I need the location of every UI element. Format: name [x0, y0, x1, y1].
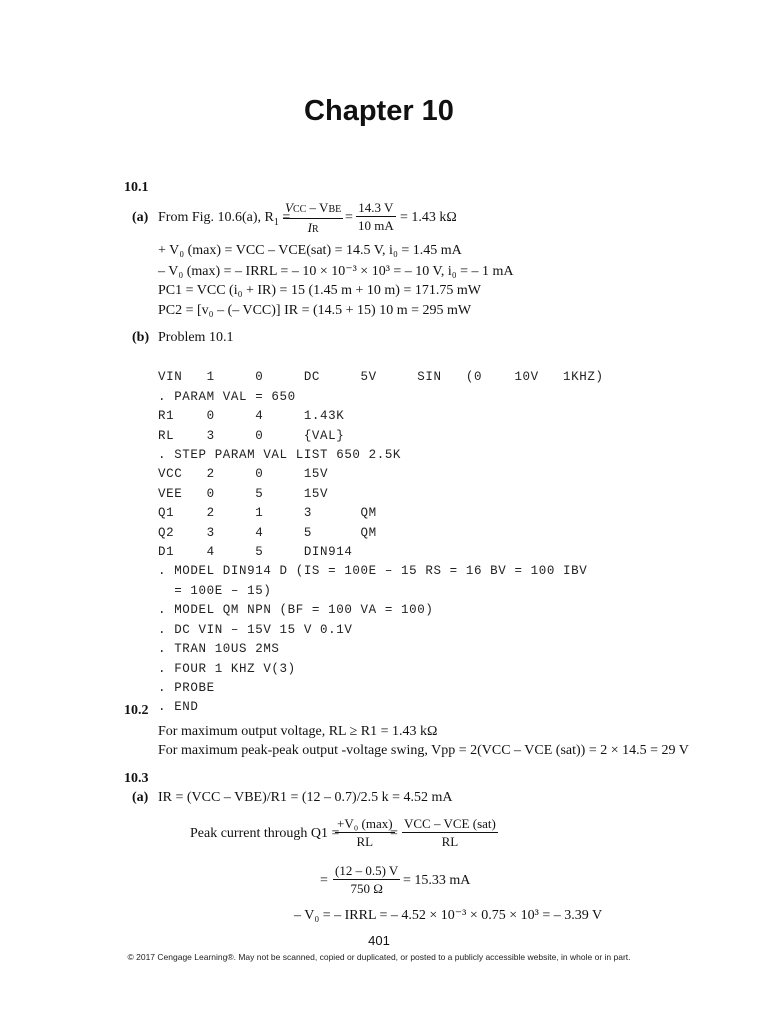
v0-line: – V₀ = – IRRL = – 4.52 × 10⁻³ × 0.75 × 10³ = – 3.39 V — [294, 908, 603, 923]
ir-line: IR = (VCC – VBE)/R1 = (12 – 0.7)/2.5 k = 4.52 mA — [158, 790, 453, 805]
part-b-lead: Problem 10.1 — [158, 330, 234, 345]
part-b-label: (b) — [132, 330, 150, 345]
pc1-line: PC1 = VCC (i₀ + IR) = 15 (1.45 m + 10 m) = 171.75 mW — [158, 283, 481, 298]
netlist-line: . MODEL DIN914 D (IS = 100E – 15 RS = 16 BV = 100 IBV — [158, 564, 588, 579]
netlist-line: Q2 3 4 5 QM — [158, 525, 377, 540]
netlist-line: . MODEL QM NPN (BF = 100 VA = 100) — [158, 603, 434, 618]
equals-sign: = — [345, 210, 353, 225]
section-10-3-number: 10.3 — [124, 771, 149, 786]
v0-max-positive-line: + V₀ (max) = VCC – VCE(sat) = 14.5 V, i₀ = 1.45 mA — [158, 243, 462, 258]
part-a-label: (a) — [132, 210, 149, 225]
netlist-line: D1 4 5 DIN914 — [158, 545, 353, 560]
netlist-line: Q1 2 1 3 QM — [158, 506, 377, 521]
netlist-line: . FOUR 1 KHZ V(3) — [158, 661, 296, 676]
r1-result: = 1.43 kΩ — [400, 210, 457, 225]
peak-peak-swing-line: For maximum peak-peak output -voltage swing, Vpp = 2(VCC – VCE (sat)) = 2 × 14.5 = 29 V — [158, 743, 689, 758]
section-10-2-number: 10.2 — [124, 703, 149, 718]
netlist-line: . STEP PARAM VAL LIST 650 2.5K — [158, 448, 402, 463]
part-a-lead: From Fig. 10.6(a), $R_1$ = — [158, 210, 291, 228]
netlist-line: R1 0 4 1.43K — [158, 409, 345, 424]
r1-formula-fraction: VCC – VBE IR — [285, 200, 342, 235]
r1-value-fraction: $\frac{14.3 V}{10 mA}$ — [358, 200, 394, 233]
peak-current-result: = 15.33 mA — [403, 873, 471, 888]
netlist-line: . END — [158, 700, 199, 715]
part-a-label: (a) — [132, 790, 149, 805]
page-title: Chapter 10 — [304, 95, 454, 127]
equals-sign: = — [390, 826, 398, 841]
netlist-line: = 100E – 15) — [158, 583, 272, 598]
peak-value-fraction: $\frac{(12 - 0.5) V}{750 \Omega}$ — [335, 863, 399, 896]
spice-netlist — [158, 349, 604, 737]
netlist-line: RL 3 0 {VAL} — [158, 428, 345, 443]
netlist-line: VIN 1 0 DC 5V SIN (0 10V 1KHZ) — [158, 370, 604, 385]
netlist-line: . DC VIN – 15V 15 V 0.1V — [158, 622, 353, 637]
page-number: 401 — [368, 933, 390, 948]
peak-current-lead: Peak current through Q1 = — [190, 826, 340, 841]
pc2-line: PC2 = [v₀ – (– VCC)] IR = (14.5 + 15) 10 m = 295 mW — [158, 303, 472, 318]
peak-fraction-1: +V₀ (max) RL — [337, 816, 393, 849]
max-output-voltage-line: For maximum output voltage, RL ≥ R1 = 1.43 kΩ — [158, 724, 438, 739]
netlist-line: VEE 0 5 15V — [158, 486, 329, 501]
equals-sign: = — [320, 873, 328, 888]
netlist-line: . TRAN 10US 2MS — [158, 642, 280, 657]
netlist-line: VCC 2 0 15V — [158, 467, 329, 482]
copyright-notice: © 2017 Cengage Learning®. May not be scanned, copied or duplicated, or posted to a publicly accessible website, in whole or in part. — [127, 952, 631, 962]
netlist-line: . PARAM VAL = 650 — [158, 389, 296, 404]
netlist-line: . PROBE — [158, 680, 215, 695]
v0-max-negative-line: – V₀ (max) = – IRRL = – 10 × 10⁻³ × 10³ = – 10 V, i₀ = – 1 mA — [158, 264, 514, 279]
peak-fraction-2: VCC – VCE (sat) RL — [404, 816, 496, 849]
section-10-1-number: 10.1 — [124, 180, 149, 195]
